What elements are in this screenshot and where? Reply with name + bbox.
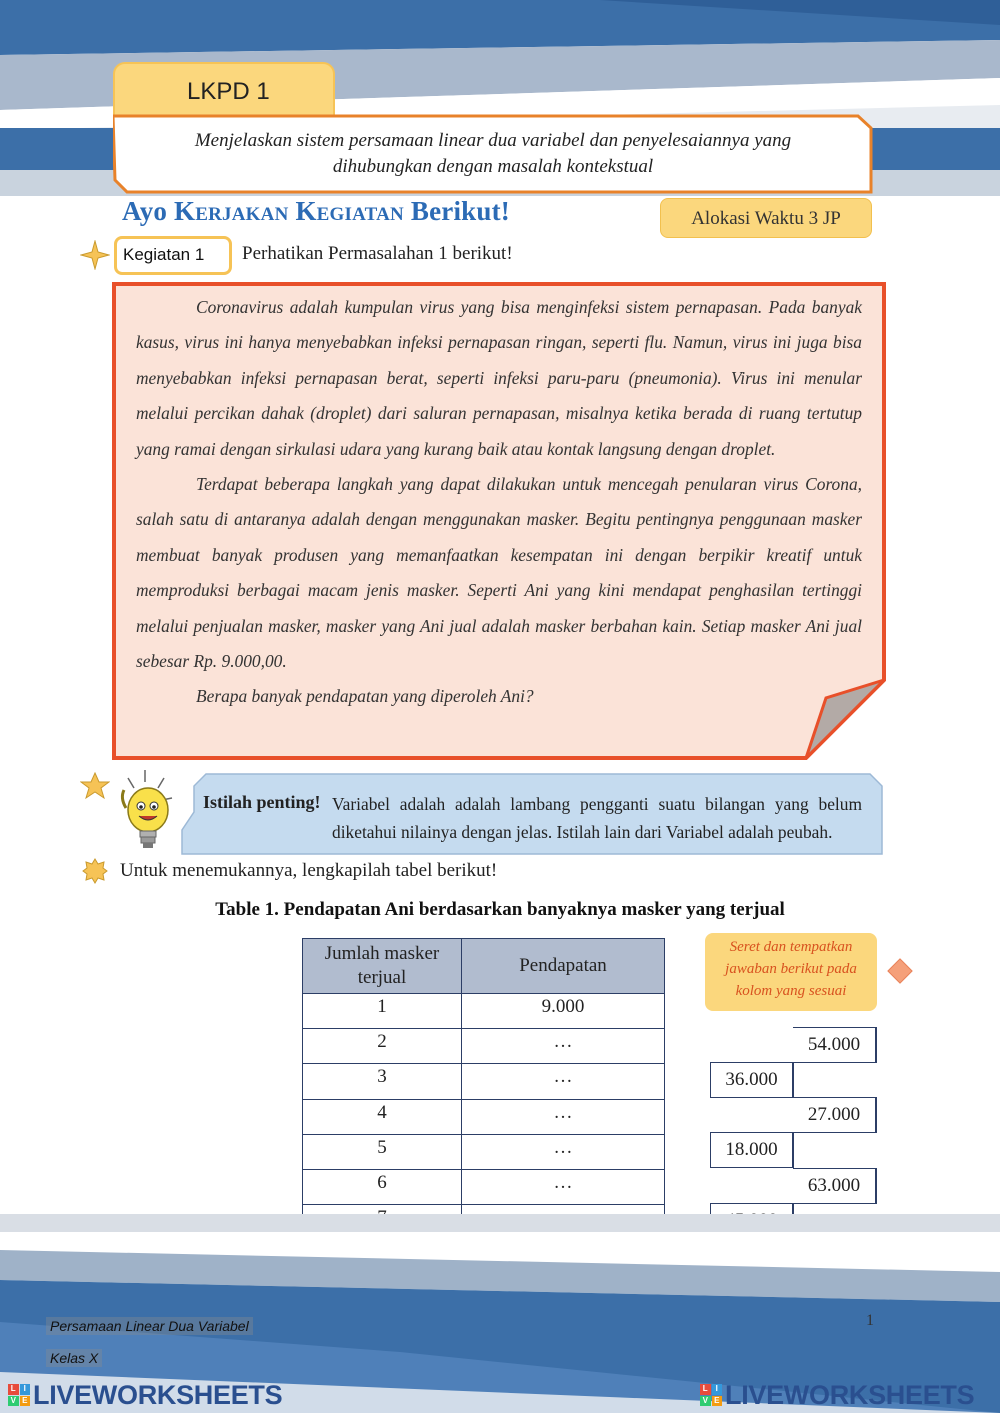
title-part: Ayo [122, 196, 175, 226]
liveworksheets-logo-icon [700, 1384, 722, 1406]
column-header-income: Pendapatan [462, 939, 665, 994]
title-part: Kerjakan [174, 196, 289, 226]
income-cell: 9.000 [462, 994, 665, 1029]
title-part: Kegiatan [288, 196, 404, 226]
qty-cell: 6 [303, 1169, 462, 1204]
activity-instruction: Perhatikan Permasalahan 1 berikut! [242, 243, 513, 264]
table-row [303, 1099, 665, 1134]
learning-goal: Menjelaskan sistem persamaan linear dua variabel dan penyelesaiannya yang dihubungkan dengan masalah kontekstual [194, 130, 792, 177]
logo-letter: V [8, 1396, 19, 1407]
answer-tile-18000[interactable]: 18.000 [710, 1132, 794, 1168]
table-row [303, 994, 665, 1029]
qty-cell: 1 [303, 994, 462, 1029]
liveworksheets-wordmark: LIVEWORKSHEETS [33, 1379, 283, 1410]
footer-subject: Persamaan Linear Dua Variabel [46, 1317, 253, 1335]
lightbulb-mascot-icon [112, 768, 178, 860]
lkpd-tab [113, 62, 335, 118]
footer-class: Kelas X [46, 1349, 102, 1367]
diamond-icon [887, 958, 912, 983]
liveworksheets-logo-right[interactable] [700, 1381, 974, 1409]
income-drop-cell[interactable]: … [462, 1099, 665, 1134]
qty-cell: 4 [303, 1099, 462, 1134]
logo-letter: E [20, 1396, 31, 1407]
income-drop-cell[interactable]: … [462, 1064, 665, 1099]
answer-tile-63000[interactable]: 63.000 [793, 1168, 877, 1204]
answer-tile-54000[interactable]: 54.000 [793, 1027, 877, 1063]
answer-tile-27000[interactable]: 27.000 [793, 1097, 877, 1133]
qty-cell: 3 [303, 1064, 462, 1099]
income-drop-cell[interactable]: … [462, 1169, 665, 1204]
activity-label: Kegiatan 1 [114, 236, 232, 275]
page-number: 1 [866, 1312, 874, 1329]
answer-tile-36000[interactable]: 36.000 [710, 1062, 794, 1098]
time-allocation-badge: Alokasi Waktu 3 JP [660, 198, 872, 238]
logo-letter: L [700, 1384, 711, 1395]
story-text [136, 290, 862, 715]
table-instruction: Untuk menemukannya, lengkapilah tabel berikut! [120, 860, 498, 881]
title-part: Berikut! [403, 196, 510, 226]
table-header-row [303, 939, 665, 994]
income-drop-cell[interactable]: … [462, 1029, 665, 1064]
badge-icon [82, 858, 108, 884]
qty-cell: 2 [303, 1029, 462, 1064]
table-caption: Table 1. Pendapatan Ani berdasarkan banyaknya masker yang terjual [215, 899, 785, 920]
activity-title [122, 196, 510, 227]
column-header-qty: Jumlah masker terjual [303, 939, 462, 994]
istilah-definition: Variabel adalah adalah lambang pengganti suatu bilangan yang belum diketahui nilainya dengan jelas. Istilah lain dari Variabel adalah peubah. [332, 794, 862, 842]
table-row [303, 1134, 665, 1169]
table-row [303, 1029, 665, 1064]
table-row [303, 1064, 665, 1099]
qty-cell: 5 [303, 1134, 462, 1169]
lkpd-tab-label: LKPD 1 [187, 78, 270, 105]
logo-letter: L [8, 1384, 19, 1395]
logo-letter: V [700, 1396, 711, 1407]
liveworksheets-logo-left[interactable] [8, 1381, 282, 1409]
logo-letter: E [712, 1396, 723, 1407]
liveworksheets-wordmark: LIVEWORKSHEETS [725, 1379, 975, 1410]
drag-hint: Seret dan tempatkan jawaban berikut pada kolom yang sesuai [705, 933, 877, 1011]
story-paragraph-1: Coronavirus adalah kumpulan virus yang bisa menginfeksi sistem pernapasan. Pada banyak kasus, virus ini hanya menyebabkan infeksi pernapasan ringan, seperti flu. Namun, virus ini juga bisa menyebabkan infeksi pernapasan berat, seperti infeksi paru-paru (pneumonia). Virus ini menular melalui percikan dahak (droplet) dari saluran pernapasan, misalnya ketika berada di ruang tertutup yang ramai dengan sirkulasi udara yang kurang baik atau kontak langsung dengan droplet. [136, 297, 862, 459]
liveworksheets-logo-icon [8, 1384, 30, 1406]
page-divider [0, 1214, 1000, 1232]
logo-letter: I [712, 1384, 723, 1395]
star-icon [80, 772, 110, 800]
income-table [302, 938, 665, 1240]
income-drop-cell[interactable]: … [462, 1134, 665, 1169]
story-question: Berapa banyak pendapatan yang diperoleh Ani? [196, 686, 534, 707]
sparkle-icon [80, 240, 110, 270]
story-paragraph-2: Terdapat beberapa langkah yang dapat dilakukan untuk mencegah penularan virus Corona, salah satu di antaranya adalah dengan menggunakan masker. Begitu pentingnya penggunaan masker membuat banyak produsen yang memanfaatkan kesempatan ini dengan berpikir kreatif untuk memproduksi berbagai macam jenis masker. Seperti Ani yang kini mendapat penghasilan tertinggi melalui penjualan masker, masker yang Ani jual adalah masker berbahan kain. Setiap masker Ani jual sebesar Rp. 9.000,00. [136, 474, 862, 672]
logo-letter: I [20, 1384, 31, 1395]
istilah-heading: Istilah penting! [203, 792, 321, 812]
table-row [303, 1169, 665, 1204]
